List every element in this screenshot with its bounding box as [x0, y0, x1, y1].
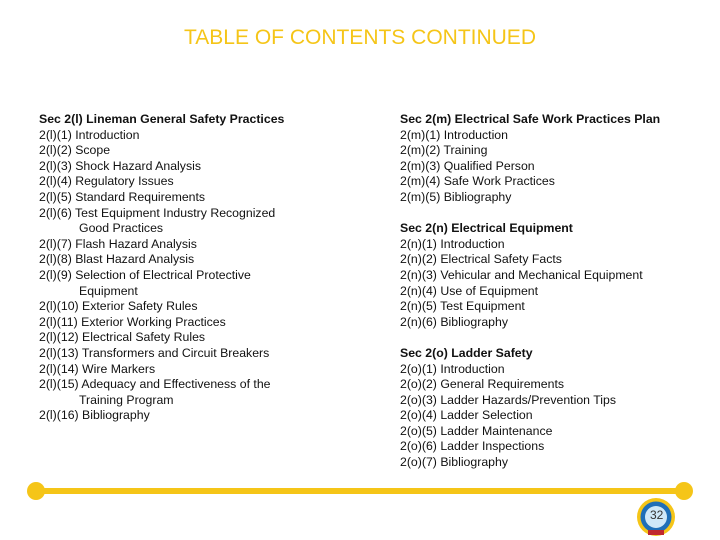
footer-divider	[36, 488, 684, 494]
toc-item[interactable]: 2(n)(1) Introduction	[400, 236, 505, 251]
toc-item[interactable]: 2(l)(7) Flash Hazard Analysis	[39, 236, 197, 251]
toc-item[interactable]: 2(o)(7) Bibliography	[400, 455, 508, 470]
toc-item[interactable]: 2(l)(14) Wire Markers	[39, 361, 156, 376]
toc-item[interactable]: 2(l)(9) Selection of Electrical Protective	[39, 267, 251, 282]
divider-dot-left	[27, 482, 45, 500]
toc-item[interactable]: 2(l)(15) Adequacy and Effectiveness of the	[39, 377, 271, 392]
toc-item[interactable]: 2(l)(11) Exterior Working Practices	[39, 314, 226, 329]
toc-item[interactable]: 2(n)(6) Bibliography	[400, 314, 508, 329]
toc-item[interactable]: 2(l)(8) Blast Hazard Analysis	[39, 252, 195, 267]
toc-item[interactable]: 2(l)(10) Exterior Safety Rules	[39, 299, 198, 314]
toc-item[interactable]: 2(m)(5) Bibliography	[400, 189, 512, 204]
toc-item[interactable]: 2(o)(6) Ladder Inspections	[400, 439, 545, 454]
toc-item[interactable]: 2(o)(4) Ladder Selection	[400, 408, 533, 423]
toc-item[interactable]: 2(o)(3) Ladder Hazards/Prevention Tips	[400, 392, 616, 407]
toc-section-heading: Sec 2(n) Electrical Equipment	[400, 221, 573, 236]
toc-item[interactable]: 2(l)(3) Shock Hazard Analysis	[39, 158, 201, 173]
toc-right-column	[400, 112, 710, 486]
toc-item[interactable]: 2(l)(5) Standard Requirements	[39, 189, 206, 204]
page-number: 32	[650, 508, 664, 522]
toc-item[interactable]: 2(l)(4) Regulatory Issues	[39, 174, 174, 189]
toc-item[interactable]: 2(n)(2) Electrical Safety Facts	[400, 252, 562, 267]
toc-item[interactable]: 2(l)(1) Introduction	[39, 127, 140, 142]
toc-section-heading: Sec 2(m) Electrical Safe Work Practices Plan	[400, 112, 661, 126]
toc-item[interactable]: 2(o)(5) Ladder Maintenance	[400, 423, 553, 438]
toc-section	[400, 221, 710, 330]
toc-item[interactable]: 2(l)(12) Electrical Safety Rules	[39, 330, 206, 345]
toc-item[interactable]: 2(l)(6) Test Equipment Industry Recognized	[39, 205, 276, 220]
toc-section-heading: Sec 2(o) Ladder Safety	[400, 345, 533, 360]
divider-dot-right	[675, 482, 693, 500]
toc-item[interactable]: Equipment	[79, 283, 138, 298]
toc-section	[400, 112, 710, 206]
toc-section	[39, 112, 359, 424]
page-title: TABLE OF CONTENTS CONTINUED	[184, 26, 536, 49]
toc-item[interactable]: 2(n)(3) Vehicular and Mechanical Equipment	[400, 267, 643, 282]
toc-item[interactable]: 2(n)(5) Test Equipment	[400, 299, 525, 314]
toc-left-column	[39, 112, 359, 439]
toc-item[interactable]: 2(m)(1) Introduction	[400, 127, 508, 142]
toc-item[interactable]: 2(n)(4) Use of Equipment	[400, 283, 539, 298]
toc-item[interactable]: Good Practices	[79, 221, 164, 236]
toc-item[interactable]: 2(m)(4) Safe Work Practices	[400, 174, 555, 189]
toc-section-heading: Sec 2(l) Lineman General Safety Practices	[39, 112, 285, 126]
toc-item[interactable]: 2(o)(2) General Requirements	[400, 377, 565, 392]
toc-item[interactable]: 2(m)(3) Qualified Person	[400, 158, 535, 173]
toc-item[interactable]: 2(l)(13) Transformers and Circuit Breakers	[39, 345, 270, 360]
toc-item[interactable]: 2(o)(1) Introduction	[400, 361, 505, 376]
toc-item[interactable]: 2(l)(16) Bibliography	[39, 408, 150, 423]
toc-item[interactable]: 2(m)(2) Training	[400, 143, 488, 158]
toc-section	[400, 346, 710, 471]
toc-item[interactable]: Training Program	[79, 392, 174, 407]
toc-item[interactable]: 2(l)(2) Scope	[39, 143, 111, 158]
